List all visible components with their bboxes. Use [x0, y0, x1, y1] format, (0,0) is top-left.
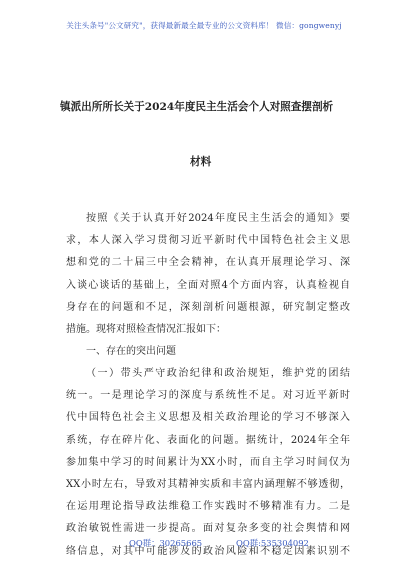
paragraph-line: 参加集中学习的时间累计为XX小时，而自主学习时间仅为	[66, 456, 350, 468]
paragraph-line: 入谈心谈话的基础上，全面对照4个方面内容，认真检视自	[66, 279, 350, 291]
qq-group-1: QQ群：30265665	[129, 538, 203, 548]
document-title: 镇派出所所长关于2024年度民主生活会个人对照查摆剖析	[60, 101, 334, 113]
section-heading-text: 一、存在的突出问题	[86, 346, 176, 357]
qq-group-2: QQ群:535304092	[236, 538, 309, 548]
promo-banner: 关注头条号"公文研究"，获得最新最全最专业的公文资料库！ 微信：gongwenyj	[66, 21, 342, 30]
paragraph-line: 政治敏锐性需进一步提高。面对复杂多变的社会舆情和网	[66, 523, 350, 535]
paragraph-line: XX小时左右，导致对其精神实质和丰富内涵理解不够透彻，	[66, 478, 350, 490]
paragraph-line: 想和党的二十届三中全会精神，在认真开展理论学习、深	[66, 257, 350, 269]
paragraph-line: （一）带头严守政治纪律和政治规矩，维护党的团结	[86, 368, 350, 379]
paragraph-line: 措施。现将对照检查情况汇报如下：	[66, 323, 226, 335]
paragraph-line: 在运用理论指导政法维稳工作实践时不够精准有力。二是	[66, 501, 350, 513]
paragraph-line: 系统，存在碎片化、表面化的问题。据统计，2024年全年	[66, 434, 350, 446]
intro-paragraph	[66, 208, 350, 341]
paragraph-line: 统一。一是理论学习的深度与系统性不足。对习近平新时	[66, 390, 350, 402]
paragraph-line: 按照《关于认真开好2024年度民主生活会的通知》要	[86, 213, 350, 224]
paragraph-line: 络信息，对其中可能涉及的政治风险和不稳定因素识别不	[66, 545, 350, 557]
body-paragraph	[66, 363, 350, 563]
paragraph-line: 求，本人深入学习贯彻习近平新时代中国特色社会主义思	[66, 235, 350, 247]
paragraph-line: 身存在的问题和不足，深刻剖析问题根源，研究制定整改	[66, 301, 350, 313]
paragraph-line: 代中国特色社会主义思想及相关政治理论的学习不够深入	[66, 412, 350, 424]
section-heading	[66, 341, 350, 363]
document-title-continued: 材料	[190, 156, 212, 168]
